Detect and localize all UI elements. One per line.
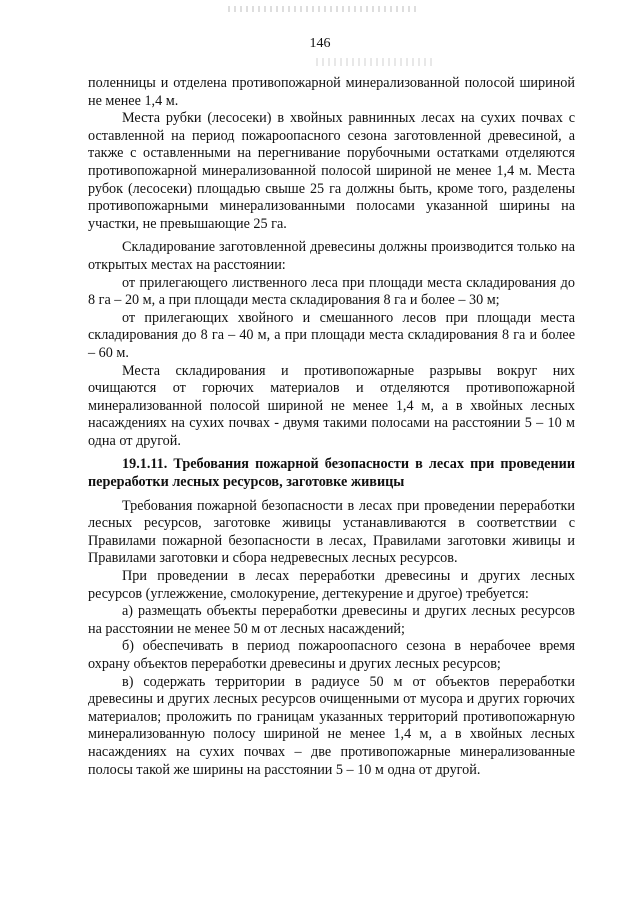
paragraph-logging-sites: Места рубки (лесосеки) в хвойных равнинных лесах на сухих почвах с оставленной на период пожароопасного сезона заготовленной древесиной, а также с оставленными на перегнивание порубочными остатками отделяются противопожарной минерализованной полосой шириной не менее 1,4 м. Места рубок (лесосеки) площадью свыше 25 га должны быть, кроме того, разделены противопожарными минерализованными полосами указанной ширины на участки, не превышающие 25 га. [88,110,575,232]
list-item-a: а) размещать объекты переработки древесины и других лесных ресурсов на расстоянии не менее 50 м от лесных насаждений; [88,603,575,637]
scan-noise-header [316,58,436,66]
list-item-b: б) обеспечивать в период пожароопасного сезона в нерабочее время охрану объектов переработки древесины и других лесных ресурсов; [88,638,575,672]
scan-noise-top [228,6,418,12]
page-number: 146 [309,36,331,51]
paragraph-storage-clearing: Места складирования и противопожарные разрывы вокруг них очищаются от горючих материалов и отделяются противопожарной минерализованной полосой шириной не менее 1,4 м, а в хвойных лесных насаждениях на сухих почвах - двумя такими полосами на расстоянии 5 – 10 м одна от другой. [88,362,575,449]
paragraph-processing-intro: При проведении в лесах переработки древесины и других лесных ресурсов (углежжение, смолокурение, дегтекурение и другое) требуется: [88,568,575,602]
paragraph-storage-intro: Складирование заготовленной древесины должны производится только на открытых местах на расстоянии: [88,239,575,273]
paragraph-coniferous-distance: от прилегающих хвойного и смешанного лесов при площади места складирования до 8 га – 40 м, а при площади места складирования 8 га и более – 60 м. [88,309,575,361]
paragraph-deciduous-distance: от прилегающего лиственного леса при площади места складирования до 8 га – 20 м, а при площади места складирования 8 га и более – 30 м; [88,274,575,309]
paragraph-requirements: Требования пожарной безопасности в лесах при проведении переработки лесных ресурсов, заготовке живицы устанавливаются в соответствии с Правилами пожарной безопасности в лесах, Правилами заготовки живицы и Правилами заготовки и сбора недревесных лесных ресурсов. [88,497,575,567]
paragraph-continuation: поленницы и отделена противопожарной минерализованной полосой шириной не менее 1,4 м. [88,75,575,109]
list-item-c: в) содержать территории в радиусе 50 м от объектов переработки древесины и других лесных ресурсов очищенными от мусора и других горючих материалов; проложить по границам указанных территорий противопожарную минерализованную полосу шириной не менее 1,4 м, а в хвойных лесных насаждениях на сухих почвах – две противопожарные минерализованные полосы такой же ширины на расстоянии 5 – 10 м одна от другой. [88,673,575,778]
document-body [88,75,575,779]
section-heading: 19.1.11. Требования пожарной безопасности в лесах при проведении переработки лесных ресурсов, заготовке живицы [88,456,575,491]
